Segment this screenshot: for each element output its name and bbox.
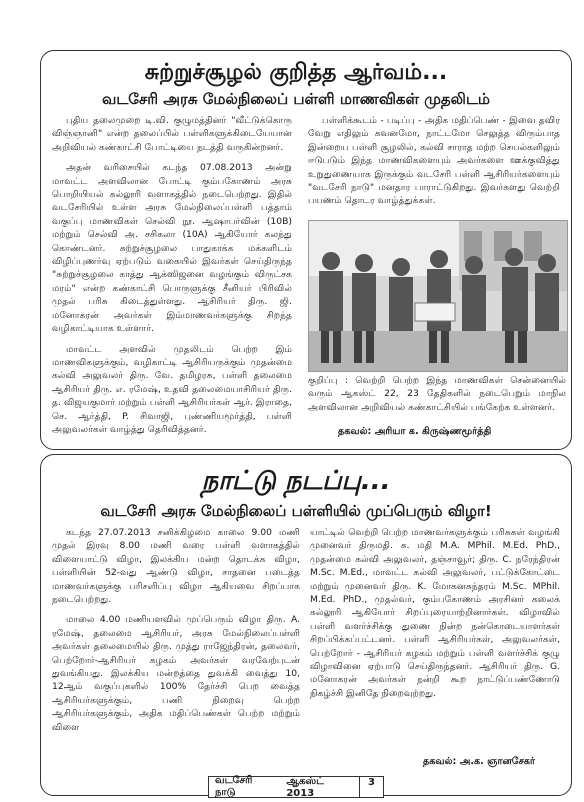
article-2-subheadline: வடசேரி அரசு மேல்நிலைப் பள்ளியில் முப்பெரும் விழா!: [100, 502, 492, 520]
paragraph: அதன் வரிசையில் கடந்த 07.08.2013 அன்று மாவட்ட அளவிலான போட்டி கும்பகோணம் அரசு பொறியியல் கல்லூரி வளாகத்தில் நடைபெற்றது. இதில் வடசேரியில் உள்ள அரசு மேல்நிலைப்பள்ளி பத்தாம் வகுப்பு மாணவிகள் செல்வி நூ. ஆஷாபர்வின் (10B) மற்றும் செல்வி அ. சசிகலா (10A) ஆகியோர் கலந்து கொண்டனர். சுற்றுச்சூழலை பாதுகாக்க மக்களிடம் விழிப்புணர்வு ஏற்படும் வகையில் இவர்கள் செய்திருந்த "சுற்றுச்சூழலை காத்து ஆக்ஸிஜனை வழங்கும் விருட்சக மரம்" என்ற கண்காட்சி பொருளுக்கு சீனியர் பிரிவில் முதல் பரிசு கிடைத்துள்ளது. ஆசிரியர் திரு. ஜி. மனோகரன் அவர்கள் இம்மாணவர்களுக்கு சிறந்த வழிகாட்டியாக உள்ளார்.: [52, 162, 292, 335]
students-award-photo: [308, 220, 568, 372]
paragraph: மாலை 4.00 மணியளவில் முப்பெரும் விழா திரு. A. ரமேஷ், தலைமை ஆசிரியர், அரசு மேல்நிலைப்பள்ளி அவர்கள் தலைமையில் திரு. முத்து ராஜேந்திரன், தலைவர், பெற்றோர்-ஆசிரியர் கழகம் அவர்கள் வரவேற்புடன் துவங்கியது. இலக்கிய மன்றத்தை துவக்கி வைத்து 10, 12ஆம் வகுப்புகளில் 100% தேர்ச்சி பெற வைத்த ஆசிரியர்களுக்கும், பணி நிறைவு பெற்ற ஆசிரியர்களுக்கும், அதிக மதிப்பெண்கள் பெற்ற மற்றும் விளை: [52, 614, 300, 733]
paragraph: புதிய தலைமுறை டி.வி. குழுமத்தினர் "வீட்டுக்கொரு விஞ்ஞானி" என்ற தலைப்பில் பள்ளிகளுக்கிடையேயான அறிவியல் கண்காட்சி போட்டியை நடத்தி வருகின்றனர்.: [52, 115, 292, 153]
paragraph: மாவட்ட அளவில் முதலிடம் பெற்ற இம் மாணவிகளுக்கும், வழிகாட்டி ஆசிரியருக்கும் முதன்மை கல்வி அலுவலர் திரு. வே. தமிழரசு, பள்ளி தலைமை ஆசிரியர் திரு. எ. ரமேஷ், உதவி தலைமையாசிரியர் திரு. த. விஜயகுமார் மற்றும் பள்ளி ஆசிரியர்கள் ஆர். இராதை, செ. ஆர்த்தி, P. சிவாஜி, புண்ணியமூர்த்தி, பள்ளி அலுவலர்கள் வாழ்த்து தெரிவித்தனர்.: [52, 343, 292, 435]
article-2-headline: நாட்டு நடப்பு...: [201, 466, 391, 496]
paragraph: கடந்த 27.07.2013 சனிக்கிழமை காலை 9.00 மணி முதல் இரவு 8.00 மணி வரை பள்ளி வளாகத்தில் விளையாட்டு விழா, இலக்கிய மன்ற தொடக்க விழா, பள்ளியின் 52-வது ஆண்டு விழா, சாதனை படைத்த மாணவர்களுக்கு பரிசளிப்பு விழா ஆகியவை சிறப்பாக நடைபெற்றது.: [52, 527, 300, 606]
article-2-column-2: [310, 526, 560, 756]
magazine-page: [18, 14, 574, 799]
footer-page-number: 3: [359, 777, 383, 797]
article-1-column-1: [52, 114, 292, 444]
article-2-credit: தகவல்: அ.க. ஞானசேகர்: [423, 756, 536, 767]
article-2-column-1: [52, 526, 300, 788]
article-1-headline: சுற்றுச்சூழல் குறித்த ஆர்வம்...: [144, 60, 448, 85]
paragraph: யாட்டில் வெற்றி பெற்ற மாணவர்களுக்கும் பரிசுகள் வழங்கி முனைவர் திருமதி. க. மதி M.A. MPhil. M.Ed. PhD., முதன்மை கல்வி அலுவலர், தஞ்சாவூர்; திரு. C. நரேந்திரன் M.Sc. M.Ed., மாவட்ட கல்வி அலுவலர், பட்டுக்கோட்டை மற்றும் முனைவர் திரு. K. மோகனசுந்தரம் M.Sc. MPhil. M.Ed. PhD., முதல்வர், கும்பகோணம் அரசினர் கலைக் கல்லூரி ஆகியோர் சிறப்புரையாற்றினார்கள். விழாவில் பள்ளி வளர்ச்சிக்கு துணை நின்ற நன்கொடையாளர்கள் சிறப்பிக்கப்பட்டனர். பள்ளி ஆசிரியர்கள், அலுவலர்கள், பெற்றோர் - ஆசிரியர் கழகம் மற்றும் பள்ளி வளர்ச்சிக் குழு விழாவினை ஏற்பாடு செய்திருந்தனர். ஆசிரியர் திரு. G. மனோகரன் அவர்கள் நன்றி கூற நாட்டுப்பண்ணோடு நிகழ்ச்சி இனிதே நிறைவுற்றது.: [310, 527, 560, 699]
footer-issue-month: ஆகஸ்ட் 2013: [286, 775, 325, 799]
footer-magazine-title: வடசேரி நாடு: [215, 775, 253, 798]
photo-illustration: [309, 221, 567, 371]
article-1-subheadline: வடசேரி அரசு மேல்நிலைப் பள்ளி மாணவிகள் முதலிடம்: [102, 90, 490, 108]
article-1-column-2: [308, 114, 560, 218]
photo-caption: குறிப்பு : வெற்றி பெற்ற இந்த மாணவிகள் சென்னையில் வரும் ஆகஸ்ட் 22, 23 தேதிகளில் நடைபெறும் மாநில அளவிலான அறிவியல் கண்காட்சியில் பங்கேற்க உள்ளனர்.: [308, 375, 566, 413]
paragraph: பள்ளிக்கூடம் - படிப்பு - அதிக மதிப்பெண் - இவை தவிர வேறு எதிலும் கவனமோ, நாட்டமோ செலுத்த விரும்பாத இன்றைய பள்ளி சூழலில், கல்வி சாராத மற்ற செயல்களிலும் ஈடுபடும் இந்த மாணவிகளையும் அவர்களை ஊக்குவித்து உறுதுணையாக இருக்கும் வடசேரி பள்ளி ஆசிரியர்களையும் "வடசேரி நாடு" மனதார பாராட்டுகிறது. இவர்களது வெற்றி பயணம் தொடர வாழ்த்துக்கள்.: [308, 115, 560, 207]
page-footer: [208, 776, 384, 798]
article-1-credit: தகவல்: அரியா க. கிருஷ்ணமூர்த்தி: [338, 426, 492, 437]
